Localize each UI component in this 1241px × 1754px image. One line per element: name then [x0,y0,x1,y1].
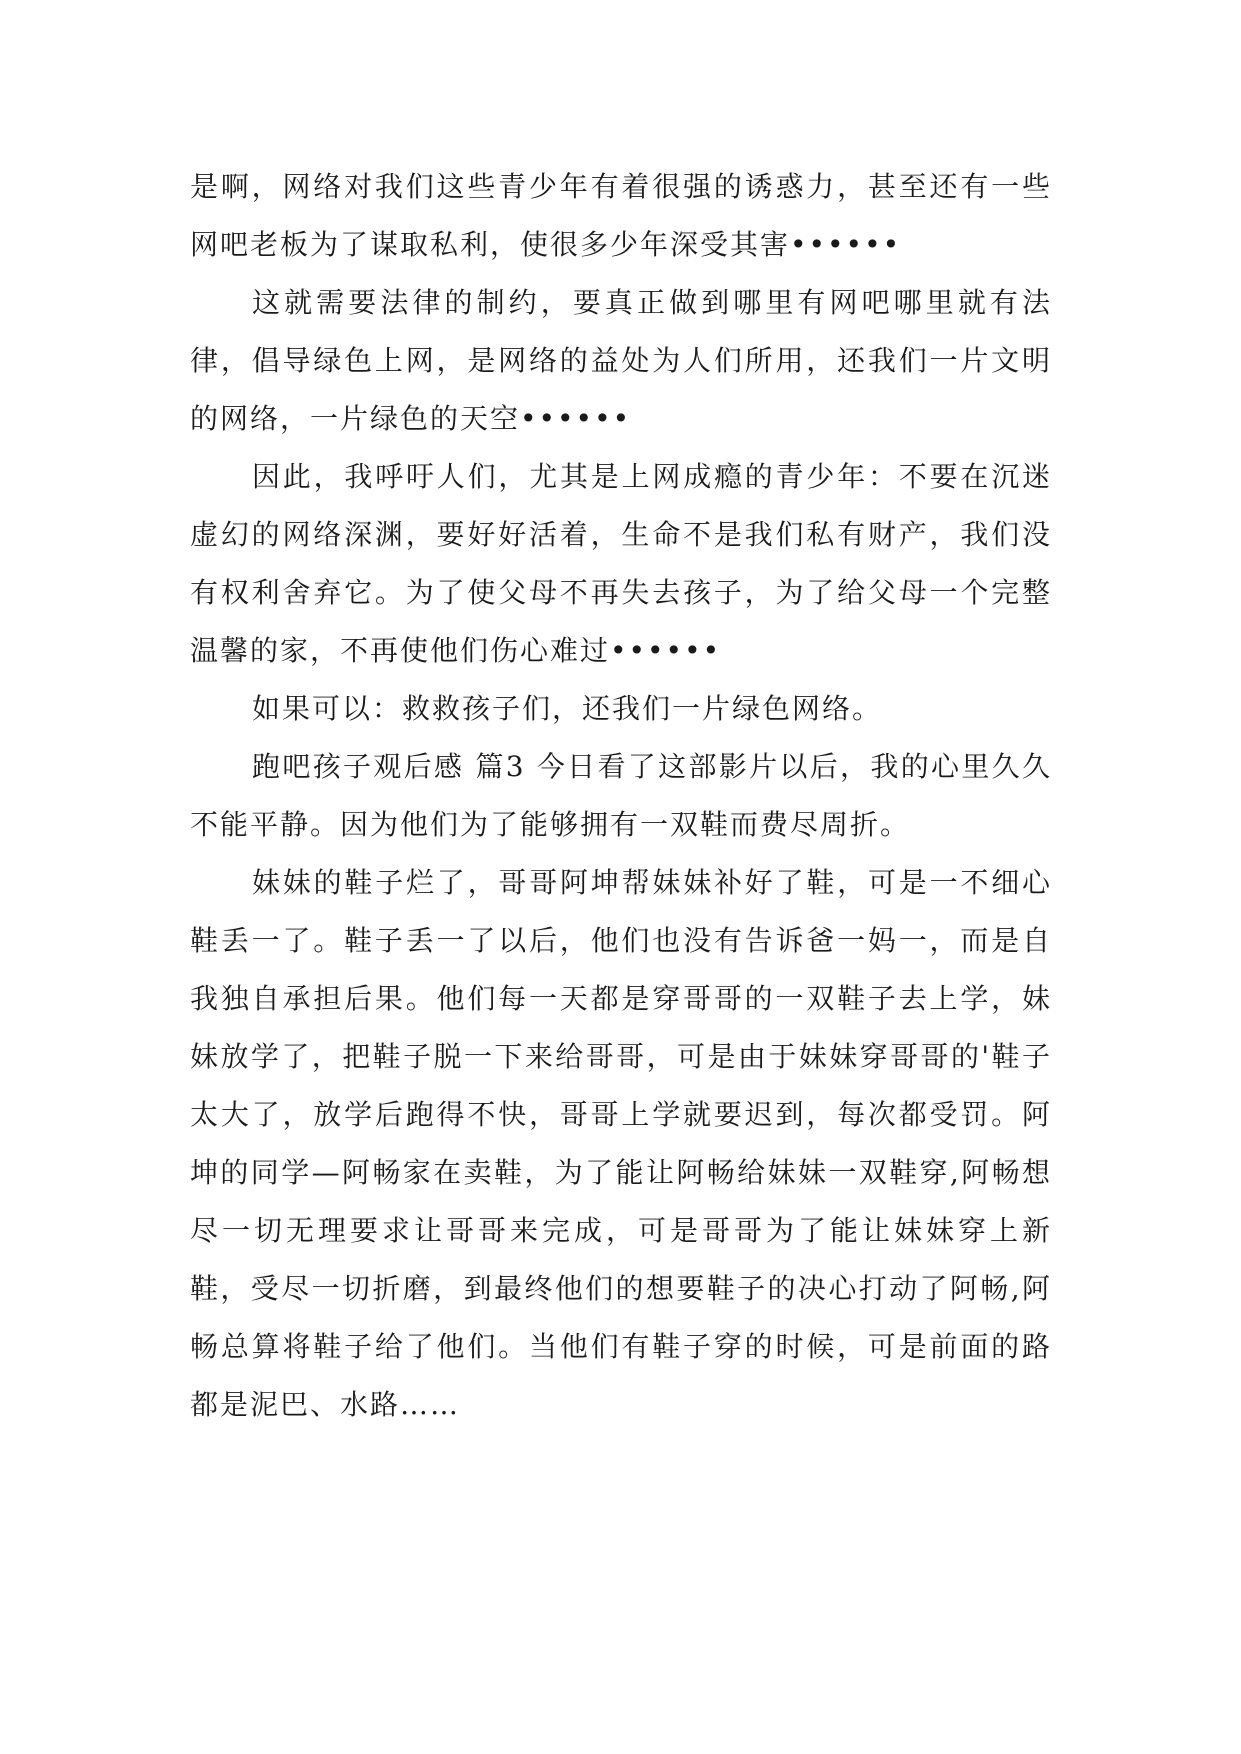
document-page [190,158,1052,1434]
paragraph-6: 妹妹的鞋子烂了，哥哥阿坤帮妹妹补好了鞋，可是一不细心鞋丢一了。鞋子丢一了以后，他们也没有告诉爸一妈一，而是自我独自承担后果。他们每一天都是穿哥哥的一双鞋子去上学，妹妹放学了，把鞋子脱一下来给哥哥，可是由于妹妹穿哥哥的'鞋子太大了，放学后跑得不快，哥哥上学就要迟到，每次都受罚。阿坤的同学—阿畅家在卖鞋，为了能让阿畅给妹妹一双鞋穿,阿畅想尽一切无理要求让哥哥来完成，可是哥哥为了能让妹妹穿上新鞋，受尽一切折磨，到最终他们的想要鞋子的决心打动了阿畅,阿畅总算将鞋子给了他们。当他们有鞋子穿的时候，可是前面的路都是泥巴、水路…… [190,866,1052,1421]
paragraph-3: 因此，我呼吁人们，尤其是上网成瘾的青少年：不要在沉迷虚幻的网络深渊，要好好活着，生命不是我们私有财产，我们没有权利舍弃它。为了使父母不再失去孩子，为了给父母一个完整温馨的家，不再使他们伤心难过•••••• [190,460,1052,667]
paragraph-2: 这就需要法律的制约，要真正做到哪里有网吧哪里就有法律，倡导绿色上网，是网络的益处为人们所用，还我们一片文明的网络，一片绿色的天空•••••• [190,286,1052,435]
paragraph-5: 跑吧孩子观后感 篇3 今日看了这部影片以后，我的心里久久不能平静。因为他们为了能够拥有一双鞋而费尽周折。 [190,750,1052,841]
paragraph-4: 如果可以：救救孩子们，还我们一片绿色网络。 [252,692,883,725]
paragraph-1: 是啊，网络对我们这些青少年有着很强的诱惑力，甚至还有一些网吧老板为了谋取私利，使很多少年深受其害•••••• [190,170,1052,261]
